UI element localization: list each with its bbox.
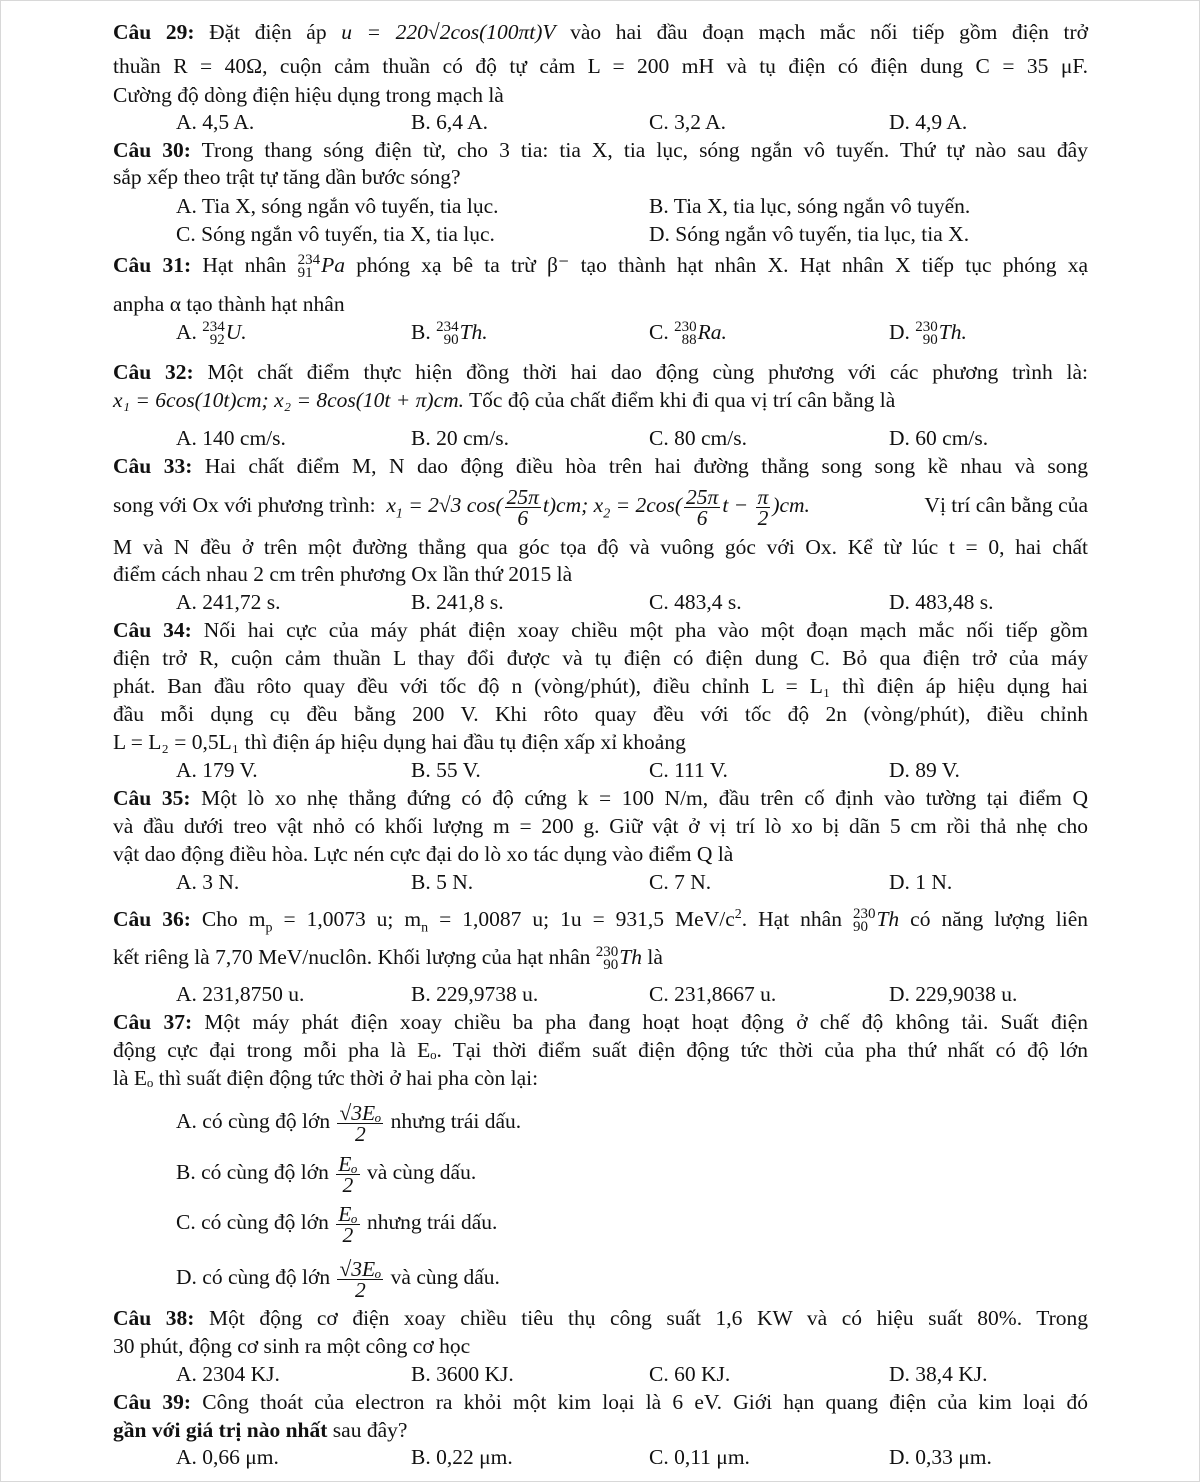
q37-option-b: B. có cùng độ lớn $\frac{\text{Eₒ}}{2}$ và cùng dấu. xyxy=(176,1151,477,1197)
q31-option-c: C. 230 88Ra. xyxy=(649,319,727,349)
q38-line-2: 30 phút, động cơ sinh ra một công cơ học xyxy=(113,1334,471,1358)
q33-line-2: song với Ox với phương trình: $x_1 = 2√3$ cos( $\frac{25\pi}{6}$ t)cm; $x_2 = 2\cos$( $\frac{25\pi}{6}$ t − $\frac{\pi}{2}$ )cm. Vị trí cân bằng của xyxy=(113,484,1088,530)
q38-line-1: Câu 38: Một động cơ điện xoay chiều tiêu thụ công suất 1,6 KW và có hiệu suất 80%. Trong xyxy=(113,1306,1088,1330)
q34-line-4: đầu mỗi dụng cụ đều bằng 200 V. Khi rôto quay đều với tốc độ 2n (vòng/phút), điều chỉnh xyxy=(113,702,1088,726)
q29-option-c: C. 3,2 A. xyxy=(649,110,727,134)
q30-line-2: sắp xếp theo trật tự tăng dần bước sóng? xyxy=(113,165,461,189)
q32-option-b: B. 20 cm/s. xyxy=(411,426,509,450)
q30-option-b: B. Tia X, tia lục, sóng ngắn vô tuyến. xyxy=(649,194,971,218)
q33-option-a: A. 241,72 s. xyxy=(176,590,281,614)
q38-option-c: C. 60 KJ. xyxy=(649,1362,731,1386)
q35-option-c: C. 7 N. xyxy=(649,870,712,894)
q33-equation-2: $x_2 = 2\cos$( $\frac{25\pi}{6}$ t − $\frac{\pi}{2}$ )cm. xyxy=(593,484,810,530)
q39-option-c: C. 0,11 μm. xyxy=(649,1445,750,1469)
q30-option-a: A. Tia X, sóng ngắn vô tuyến, tia lục. xyxy=(176,194,499,218)
q32-label: Câu 32: xyxy=(113,360,194,384)
q37-option-c: C. có cùng độ lớn $\frac{\text{Eₒ}}{2}$ nhưng trái dấu. xyxy=(176,1201,498,1247)
q33-line-1: Câu 33: Hai chất điểm M, N dao động điều hòa trên hai đường thẳng song song kề nhau và song xyxy=(113,454,1088,478)
q29-option-b: B. 6,4 A. xyxy=(411,110,489,134)
q37-line-2: động cực đại trong mỗi pha là Eₒ. Tại thời điểm suất điện động tức thời của pha thứ nhất có độ lớn xyxy=(113,1038,1088,1062)
q37-label: Câu 37: xyxy=(113,1010,193,1034)
q36-line-2: kết riêng là 7,70 MeV/nuclôn. Khối lượng của hạt nhân 230 90Th là xyxy=(113,944,663,974)
q29-line-3: Cường độ dòng điện hiệu dụng trong mạch là xyxy=(113,83,504,107)
q34-label: Câu 34: xyxy=(113,618,192,642)
q33-option-c: C. 483,4 s. xyxy=(649,590,742,614)
q32-line-1: Câu 32: Một chất điểm thực hiện đồng thời hai dao động cùng phương với các phương trình là: xyxy=(113,360,1088,384)
q32-formula: x₁ = 6cos(10t)cm; x₂ = 8cos(10t + π)cm. xyxy=(113,388,465,412)
q36-option-c: C. 231,8667 u. xyxy=(649,982,777,1006)
q31-line-2: anpha α tạo thành hạt nhân xyxy=(113,292,345,316)
q35-option-b: B. 5 N. xyxy=(411,870,474,894)
q36-line-1: Câu 36: Cho $m_p = 1,0073$ u; $m_n = 1,0087$ u; 1u = 931,5 MeV/$c^2$. Hạt nhân 230 90 Th có năng lượng liên xyxy=(113,906,1088,936)
q34-line-2: điện trở R, cuộn cảm thuần L thay đổi được và tụ điện có điện dung C. Bỏ qua điện trở của máy xyxy=(113,646,1088,670)
q36-option-d: D. 229,9038 u. xyxy=(889,982,1018,1006)
q37-line-1: Câu 37: Một máy phát điện xoay chiều ba pha đang hoạt hoạt động ở chế độ không tải. Suất điện xyxy=(113,1010,1088,1034)
q33-line-4: điểm cách nhau 2 cm trên phương Ox lần thứ 2015 là xyxy=(113,562,573,586)
q31-option-a: A. 234 92U. xyxy=(176,319,247,349)
q33-line-3: M và N đều ở trên một đường thẳng qua góc tọa độ và vuông góc với Ox. Kể từ lúc t = 0, hai chất xyxy=(113,535,1088,559)
q29-option-d: D. 4,9 A. xyxy=(889,110,968,134)
q29-label: Câu 29: xyxy=(113,20,195,44)
q39-option-d: D. 0,33 μm. xyxy=(889,1445,992,1469)
q39-line-2: gần với giá trị nào nhất sau đây? xyxy=(113,1418,408,1442)
q33-option-d: D. 483,48 s. xyxy=(889,590,994,614)
q37-option-a: A. có cùng độ lớn $\frac{\text{√3Eₒ}}{2}$ nhưng trái dấu. xyxy=(176,1100,522,1146)
q35-line-1: Câu 35: Một lò xo nhẹ thẳng đứng có độ cứng k = 100 N/m, đầu trên cố định vào tường tại điểm Q xyxy=(113,786,1088,810)
q35-label: Câu 35: xyxy=(113,786,191,810)
q32-option-c: C. 80 cm/s. xyxy=(649,426,747,450)
q29-line-1: Câu 29: Đặt điện áp u = 220√2cos(100πt)V vào hai đầu đoạn mạch mắc nối tiếp gồm điện trở xyxy=(113,20,1088,44)
q32-option-d: D. 60 cm/s. xyxy=(889,426,989,450)
q39-option-a: A. 0,66 μm. xyxy=(176,1445,279,1469)
q39-label: Câu 39: xyxy=(113,1390,192,1414)
q31-label: Câu 31: xyxy=(113,253,192,277)
q32-line-2: x₁ = 6cos(10t)cm; x₂ = 8cos(10t + π)cm. Tốc độ của chất điểm khi đi qua vị trí cân bằng là xyxy=(113,388,896,412)
q35-option-a: A. 3 N. xyxy=(176,870,240,894)
q39-emphasis: gần với giá trị nào nhất xyxy=(113,1418,328,1442)
q35-line-3: vật dao động điều hòa. Lực nén cực đại do lò xo tác dụng vào điểm Q là xyxy=(113,842,734,866)
q37-line-3: là Eₒ thì suất điện động tức thời ở hai pha còn lại: xyxy=(113,1066,539,1090)
q29-formula: u = 220√2cos(100πt)V xyxy=(341,20,556,44)
q30-line-1: Câu 30: Trong thang sóng điện từ, cho 3 tia: tia X, tia lục, sóng ngắn vô tuyến. Thứ tự nào sau đây xyxy=(113,138,1088,162)
q38-option-b: B. 3600 KJ. xyxy=(411,1362,514,1386)
q29-option-a: A. 4,5 A. xyxy=(176,110,255,134)
q31-nuclide-numbers: 234 91 xyxy=(297,252,321,282)
q35-line-2: và đầu dưới treo vật nhỏ có khối lượng m = 200 g. Giữ vật ở vị trí lò xo bị dãn 5 cm rồi thả nhẹ cho xyxy=(113,814,1088,838)
q38-option-d: D. 38,4 KJ. xyxy=(889,1362,988,1386)
q33-label: Câu 33: xyxy=(113,454,193,478)
q34-option-b: B. 55 V. xyxy=(411,758,481,782)
q34-option-d: D. 89 V. xyxy=(889,758,960,782)
q37-option-d: D. có cùng độ lớn $\frac{\text{√3Eₒ}}{2}$ và cùng dấu. xyxy=(176,1256,500,1302)
q34-option-c: C. 111 V. xyxy=(649,758,728,782)
q39-option-b: B. 0,22 μm. xyxy=(411,1445,513,1469)
q34-line-3: phát. Ban đầu rôto quay đều với tốc độ n (vòng/phút), điều chỉnh L = L₁ thì điện áp hiệu dụng hai xyxy=(113,674,1088,698)
q33-equation-1: $x_1 = 2√3$ cos( $\frac{25\pi}{6}$ t)cm; xyxy=(386,484,589,530)
q34-option-a: A. 179 V. xyxy=(176,758,258,782)
q39-line-1: Câu 39: Công thoát của electron ra khỏi một kim loại là 6 eV. Giới hạn quang điện của kim loại đó xyxy=(113,1390,1088,1414)
q32-option-a: A. 140 cm/s. xyxy=(176,426,286,450)
q30-option-d: D. Sóng ngắn vô tuyến, tia lục, tia X. xyxy=(649,222,970,246)
q34-line-5: L = L₂ = 0,5L₁ thì điện áp hiệu dụng hai đầu tụ điện xấp xỉ khoảng xyxy=(113,730,686,754)
q36-nuclide-numbers: 230 90 xyxy=(852,906,876,936)
q35-option-d: D. 1 N. xyxy=(889,870,953,894)
q31-option-d: D. 230 90Th. xyxy=(889,319,967,349)
q38-label: Câu 38: xyxy=(113,1306,195,1330)
q29-line-2: thuần R = 40Ω, cuộn cảm thuần có độ tự cảm L = 200 mH và tụ điện có điện dung C = 35 μF. xyxy=(113,54,1088,78)
q36-option-a: A. 231,8750 u. xyxy=(176,982,305,1006)
q31-option-b: B. 234 90Th. xyxy=(411,319,488,349)
q30-option-c: C. Sóng ngắn vô tuyến, tia X, tia lục. xyxy=(176,222,495,246)
q31-line-1: Câu 31: Hạt nhân 234 91 Pa phóng xạ bê ta trừ β⁻ tạo thành hạt nhân X. Hạt nhân X tiếp tục phóng xạ xyxy=(113,252,1088,282)
q34-line-1: Câu 34: Nối hai cực của máy phát điện xoay chiều một pha vào một đoạn mạch mắc nối tiếp gồm xyxy=(113,618,1088,642)
q30-label: Câu 30: xyxy=(113,138,191,162)
q38-option-a: A. 2304 KJ. xyxy=(176,1362,280,1386)
q36-label: Câu 36: xyxy=(113,907,191,932)
q36-option-b: B. 229,9738 u. xyxy=(411,982,539,1006)
q33-option-b: B. 241,8 s. xyxy=(411,590,504,614)
